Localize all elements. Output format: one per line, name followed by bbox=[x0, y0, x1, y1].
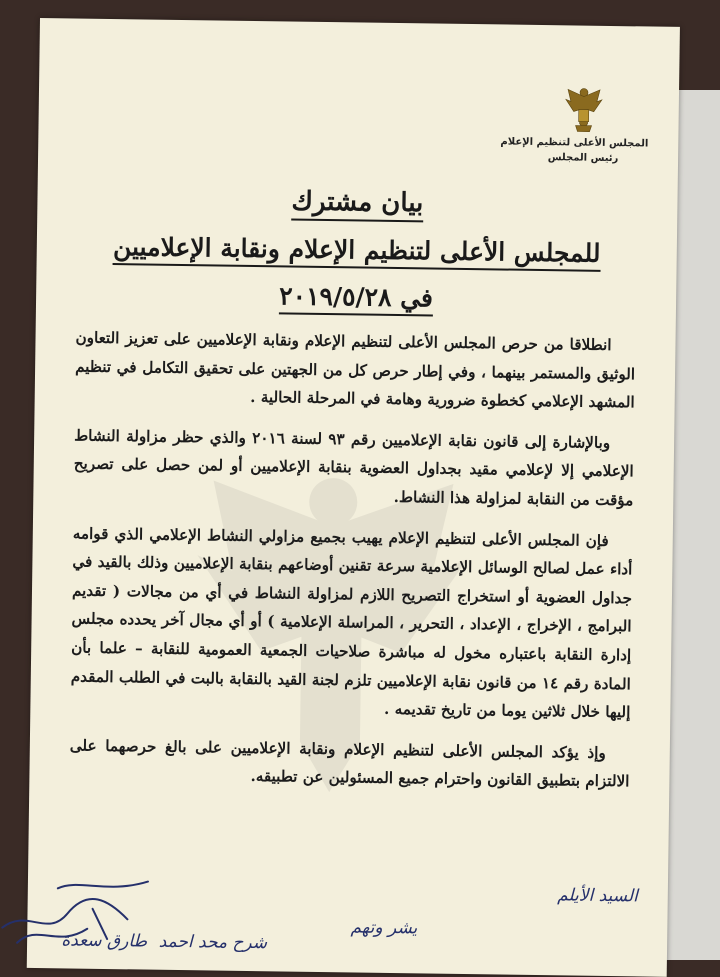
signature-1: السيد الأيلم bbox=[557, 885, 638, 907]
letterhead bbox=[500, 85, 649, 165]
signature-4: طارق سعدة bbox=[61, 930, 148, 952]
title-line-1: بيان مشترك bbox=[291, 187, 423, 223]
eagle-emblem-icon bbox=[561, 85, 606, 134]
signature-3: شرح محد احمد bbox=[158, 931, 268, 954]
paragraph-1: انطلاقا من حرص المجلس الأعلى لتنظيم الإعلام ونقابة الإعلاميين على تعزيز التعاون الوثيق والمستمر بينهما ، وفي إطار حرص كل من الجهتين على تحقيق التكامل في تنظيم المشهد الإعلامي كخطوة ضرورية وهامة في المرحلة الحالية . bbox=[75, 328, 636, 412]
title-date: في ٢٠١٩/٥/٢٨ bbox=[279, 281, 433, 316]
paragraph-3: فإن المجلس الأعلى لتنظيم الإعلام يهيب بجميع مزاولي النشاط الإعلامي الذي قوامه أداء عمل لصالح الوسائل الإعلامية سرعة تقنين أوضاعهم بنقابة الإعلاميين وذلك بالقيد في جداول العضوية أو استخراج التصريح اللازم لمزاولة النشاط في أي من مجالات ( تقديم البرامج ، الإخراج ، الإعداد ، التحرير ، المراسلة الإعلامية ) أو أي مجال آخر يحدده مجلس إدارة النقابة باعتباره مخول له مباشرة صلاحيات الجمعية العمومية للنقابة – علما بأن المادة رقم ١٤ من قانون نقابة الإعلاميين تلزم لجنة القيد بالنقابة بالبت في الطلب المقدم إليها خلال ثلاثين يوما من تاريخ تقديمه . bbox=[70, 524, 633, 722]
position-title: رئيس المجلس bbox=[547, 152, 619, 165]
statement-title bbox=[36, 183, 678, 334]
paragraph-2: وبالإشارة إلى قانون نقابة الإعلاميين رقم ٩٣ لسنة ٢٠١٦ والذي حظر مزاولة النشاط الإعلامي إلا لإعلامي مقيد بجداول العضوية بنقابة الإعلاميين أو لمن حصل على تصريح مؤقت من النقابة لمزاولة هذا النشاط. bbox=[73, 426, 634, 510]
signature-2: يشر وتهم bbox=[350, 917, 418, 939]
handwritten-signature-icon bbox=[0, 867, 168, 959]
document-page bbox=[27, 18, 680, 977]
paragraph-4: وإذ يؤكد المجلس الأعلى لتنظيم الإعلام ونقابة الإعلاميين على بالغ حرصهما على الالتزام بتطبيق القانون واحترام جميع المسئولين عن تطبيقه. bbox=[69, 736, 630, 791]
org-name: المجلس الأعلى لتنظيم الإعلام bbox=[500, 136, 649, 150]
statement-body bbox=[69, 324, 636, 809]
title-line-2: للمجلس الأعلى لتنظيم الإعلام ونقابة الإعلاميين bbox=[113, 232, 601, 272]
